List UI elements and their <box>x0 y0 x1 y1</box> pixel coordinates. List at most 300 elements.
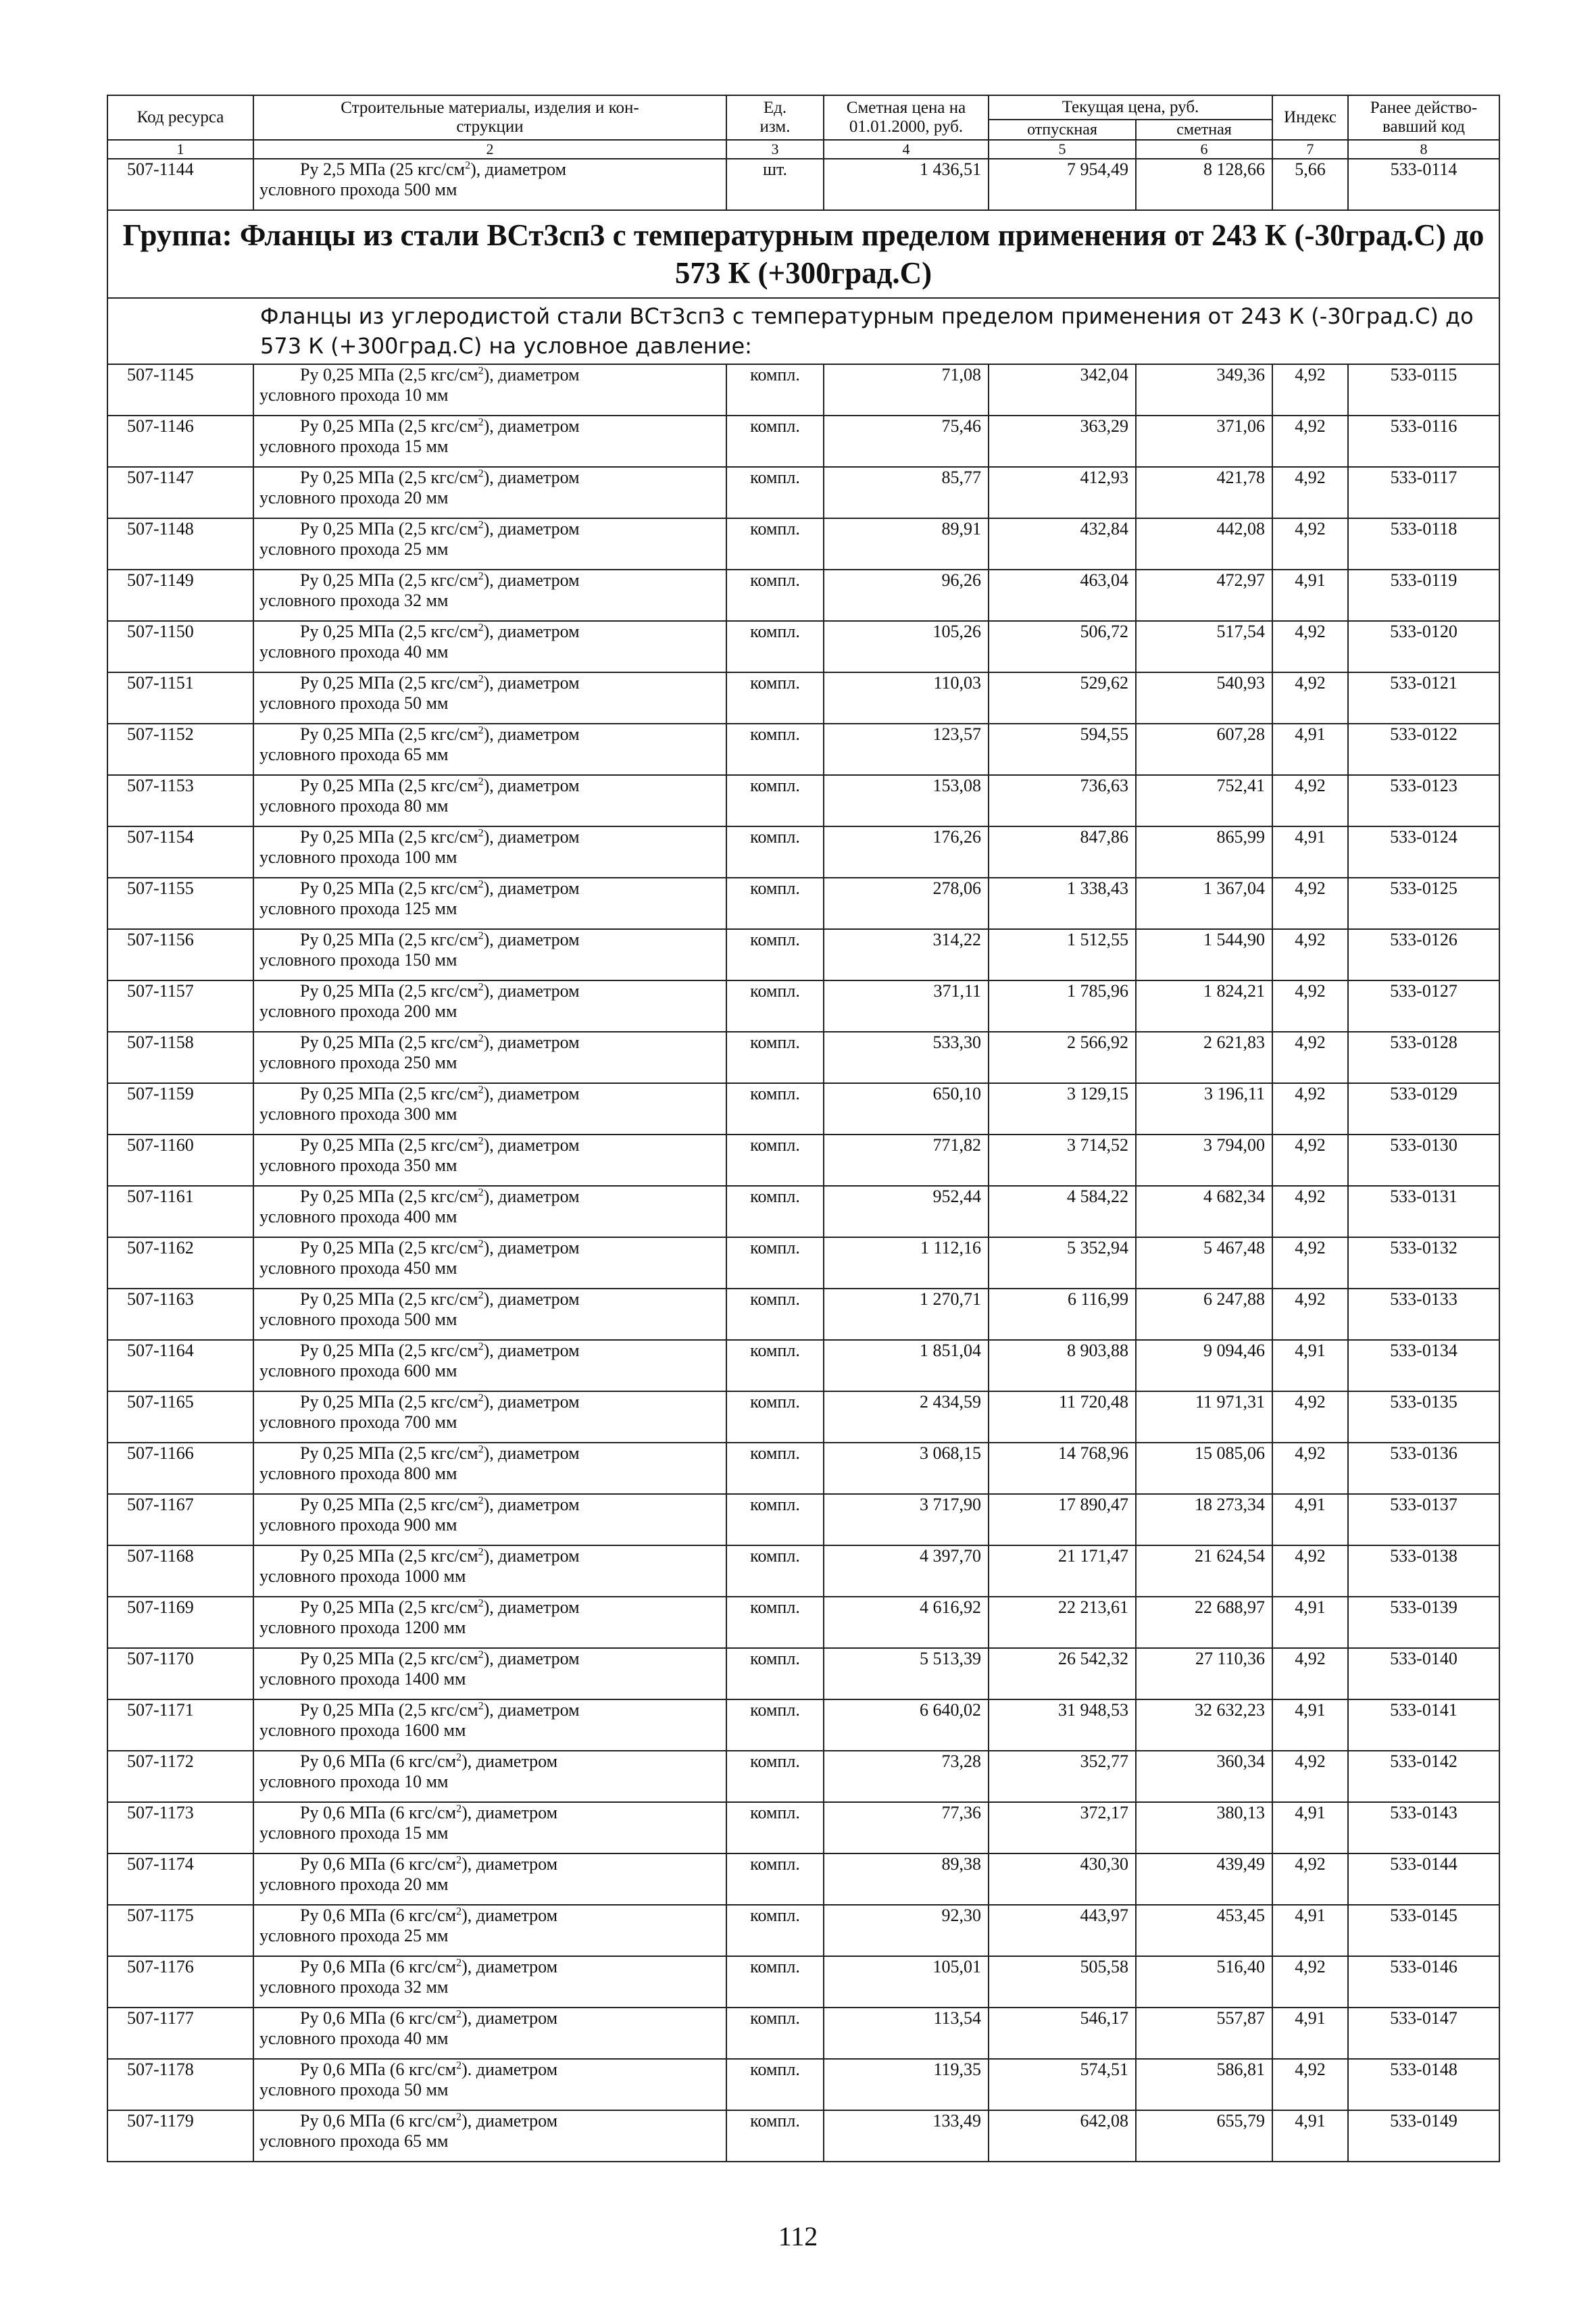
base-price: 2 434,59 <box>824 1391 989 1443</box>
base-price: 71,08 <box>824 364 989 416</box>
previous-code: 533-0139 <box>1348 1597 1499 1648</box>
resource-code: 507-1155 <box>107 878 253 929</box>
base-price: 92,30 <box>824 1905 989 1956</box>
previous-code: 533-0146 <box>1348 1956 1499 2008</box>
base-price: 153,08 <box>824 775 989 826</box>
unit: компл. <box>726 416 824 467</box>
material-name: Ру 0,25 МПа (2,5 кгс/$см^2$), диаметром условного прохода 1600 мм <box>253 1699 726 1751</box>
previous-code: 533-0144 <box>1348 1853 1499 1905</box>
price-index: 4,92 <box>1272 775 1348 826</box>
material-name: Ру 0,6 МПа (6 кгс/$см^2$), диаметром условного прохода 20 мм <box>253 1853 726 1905</box>
price-index: 4,91 <box>1272 2110 1348 2162</box>
previous-code: 533-0131 <box>1348 1186 1499 1237</box>
price-index: 4,92 <box>1272 1853 1348 1905</box>
unit: компл. <box>726 518 824 570</box>
base-price: 85,77 <box>824 467 989 518</box>
table-row <box>107 1751 1499 1802</box>
base-price: 110,03 <box>824 672 989 724</box>
material-name: Ру 0,25 МПа (2,5 кгс/$см^2$), диаметром условного прохода 800 мм <box>253 1443 726 1494</box>
material-name: Ру 0,25 МПа (2,5 кгс/$см^2$), диаметром условного прохода 80 мм <box>253 775 726 826</box>
header-estimate-price: Сметная цена на 01.01.2000, руб. <box>824 95 989 140</box>
release-price: 546,17 <box>989 2008 1136 2059</box>
material-name: Ру 0,25 МПа (2,5 кгс/$см^2$), диаметром условного прохода 1200 мм <box>253 1597 726 1648</box>
material-name: Ру 0,25 МПа (2,5 кгс/$см^2$), диаметром условного прохода 25 мм <box>253 518 726 570</box>
table-row <box>107 980 1499 1032</box>
resource-code: 507-1164 <box>107 1340 253 1391</box>
previous-code: 533-0125 <box>1348 878 1499 929</box>
resource-code: 507-1151 <box>107 672 253 724</box>
table-row <box>107 1853 1499 1905</box>
unit: компл. <box>726 1699 824 1751</box>
price-index: 4,92 <box>1272 1956 1348 2008</box>
table-row <box>107 1905 1499 1956</box>
previous-code: 533-0115 <box>1348 364 1499 416</box>
column-number: 2 <box>253 140 726 159</box>
price-index: 4,92 <box>1272 1391 1348 1443</box>
header-current-price: Текущая цена, руб. <box>989 95 1272 120</box>
resource-code: 507-1172 <box>107 1751 253 1802</box>
base-price: 75,46 <box>824 416 989 467</box>
unit: компл. <box>726 2059 824 2110</box>
resource-code: 507-1165 <box>107 1391 253 1443</box>
base-price: 73,28 <box>824 1751 989 1802</box>
previous-code: 533-0117 <box>1348 467 1499 518</box>
previous-code: 533-0142 <box>1348 1751 1499 1802</box>
resource-code: 507-1173 <box>107 1802 253 1853</box>
previous-code: 533-0132 <box>1348 1237 1499 1289</box>
table-row <box>107 1956 1499 2008</box>
subgroup-row <box>107 298 1499 364</box>
previous-code: 533-0122 <box>1348 724 1499 775</box>
release-price: 7 954,49 <box>989 159 1136 210</box>
estimate-price: 21 624,54 <box>1136 1545 1272 1597</box>
base-price: 123,57 <box>824 724 989 775</box>
unit: компл. <box>726 1083 824 1135</box>
column-number: 8 <box>1348 140 1499 159</box>
material-name: Ру 0,25 МПа (2,5 кгс/$см^2$), диаметром условного прохода 1000 мм <box>253 1545 726 1597</box>
resource-code: 507-1159 <box>107 1083 253 1135</box>
material-name: Ру 0,25 МПа (2,5 кгс/$см^2$), диаметром условного прохода 300 мм <box>253 1083 726 1135</box>
price-index: 4,91 <box>1272 2008 1348 2059</box>
unit: компл. <box>726 929 824 980</box>
unit: компл. <box>726 364 824 416</box>
material-name: Ру 0,25 МПа (2,5 кгс/$см^2$), диаметром условного прохода 100 мм <box>253 826 726 878</box>
material-name: Ру 0,25 МПа (2,5 кгс/$см^2$), диаметром условного прохода 20 мм <box>253 467 726 518</box>
release-price: 14 768,96 <box>989 1443 1136 1494</box>
resource-code: 507-1160 <box>107 1135 253 1186</box>
previous-code: 533-0126 <box>1348 929 1499 980</box>
resource-code: 507-1177 <box>107 2008 253 2059</box>
header-code: Код ресурса <box>107 95 253 140</box>
estimate-price: 1 544,90 <box>1136 929 1272 980</box>
material-name: Ру 0,25 МПа (2,5 кгс/$см^2$), диаметром условного прохода 40 мм <box>253 621 726 672</box>
unit: компл. <box>726 1545 824 1597</box>
previous-code: 533-0129 <box>1348 1083 1499 1135</box>
table-row <box>107 1443 1499 1494</box>
price-index: 4,92 <box>1272 672 1348 724</box>
table-row <box>107 416 1499 467</box>
resource-code: 507-1175 <box>107 1905 253 1956</box>
resource-code: 507-1170 <box>107 1648 253 1699</box>
material-name: Ру 0,6 МПа (6 кгс/$см^2$), диаметром условного прохода 10 мм <box>253 1751 726 1802</box>
header-estimate-current: сметная <box>1136 120 1272 140</box>
estimate-price: 1 824,21 <box>1136 980 1272 1032</box>
material-name: Ру 0,25 МПа (2,5 кгс/$см^2$), диаметром условного прохода 500 мм <box>253 1289 726 1340</box>
subgroup-title: Фланцы из углеродистой стали ВСт3сп3 с температурным пределом применения от 243 К (-30град.С) до 573 К (+300град.С) на условное давление: <box>107 298 1499 364</box>
previous-code: 533-0133 <box>1348 1289 1499 1340</box>
price-index: 4,92 <box>1272 1032 1348 1083</box>
resource-code: 507-1166 <box>107 1443 253 1494</box>
column-number: 7 <box>1272 140 1348 159</box>
previous-code: 533-0116 <box>1348 416 1499 467</box>
estimate-price: 540,93 <box>1136 672 1272 724</box>
resource-code: 507-1148 <box>107 518 253 570</box>
unit: компл. <box>726 570 824 621</box>
material-name: Ру 0,25 МПа (2,5 кгс/$см^2$), диаметром условного прохода 65 мм <box>253 724 726 775</box>
price-index: 4,92 <box>1272 364 1348 416</box>
table-row <box>107 1340 1499 1391</box>
estimate-price: 4 682,34 <box>1136 1186 1272 1237</box>
page-number: 112 <box>778 2221 818 2251</box>
resource-code: 507-1144 <box>107 159 253 210</box>
estimate-price: 421,78 <box>1136 467 1272 518</box>
unit: компл. <box>726 1032 824 1083</box>
previous-code: 533-0128 <box>1348 1032 1499 1083</box>
estimate-price: 22 688,97 <box>1136 1597 1272 1648</box>
material-name: Ру 0,25 МПа (2,5 кгс/$см^2$), диаметром условного прохода 150 мм <box>253 929 726 980</box>
material-name: Ру 2,5 МПа (25 кгс/$см^2$), диаметром условного прохода 500 мм <box>253 159 726 210</box>
base-price: 6 640,02 <box>824 1699 989 1751</box>
unit: компл. <box>726 775 824 826</box>
unit: компл. <box>726 1391 824 1443</box>
release-price: 443,97 <box>989 1905 1136 1956</box>
release-price: 363,29 <box>989 416 1136 467</box>
estimate-price: 472,97 <box>1136 570 1272 621</box>
group-row <box>107 210 1499 298</box>
base-price: 133,49 <box>824 2110 989 2162</box>
estimate-price: 349,36 <box>1136 364 1272 416</box>
base-price: 278,06 <box>824 878 989 929</box>
resource-code: 507-1168 <box>107 1545 253 1597</box>
estimate-price: 655,79 <box>1136 2110 1272 2162</box>
column-number: 4 <box>824 140 989 159</box>
column-number: 6 <box>1136 140 1272 159</box>
table-row <box>107 878 1499 929</box>
resource-code: 507-1149 <box>107 570 253 621</box>
previous-code: 533-0120 <box>1348 621 1499 672</box>
material-name: Ру 0,6 МПа (6 кгс/$см^2$), диаметром условного прохода 65 мм <box>253 2110 726 2162</box>
base-price: 4 616,92 <box>824 1597 989 1648</box>
release-price: 372,17 <box>989 1802 1136 1853</box>
price-index: 4,92 <box>1272 1135 1348 1186</box>
base-price: 77,36 <box>824 1802 989 1853</box>
table-row <box>107 1032 1499 1083</box>
base-price: 3 068,15 <box>824 1443 989 1494</box>
unit: компл. <box>726 1648 824 1699</box>
release-price: 26 542,32 <box>989 1648 1136 1699</box>
release-price: 505,58 <box>989 1956 1136 2008</box>
estimate-price: 516,40 <box>1136 1956 1272 2008</box>
material-name: Ру 0,25 МПа (2,5 кгс/$см^2$), диаметром условного прохода 350 мм <box>253 1135 726 1186</box>
estimate-price: 27 110,36 <box>1136 1648 1272 1699</box>
header-release-price: отпускная <box>989 120 1136 140</box>
estimate-price: 8 128,66 <box>1136 159 1272 210</box>
resource-code: 507-1156 <box>107 929 253 980</box>
resource-code: 507-1158 <box>107 1032 253 1083</box>
estimate-price: 557,87 <box>1136 2008 1272 2059</box>
unit: компл. <box>726 1443 824 1494</box>
price-index: 4,92 <box>1272 1186 1348 1237</box>
table-row <box>107 467 1499 518</box>
base-price: 89,91 <box>824 518 989 570</box>
resource-code: 507-1145 <box>107 364 253 416</box>
material-name: Ру 0,6 МПа (6 кгс/$см^2$). диаметром условного прохода 50 мм <box>253 2059 726 2110</box>
base-price: 1 436,51 <box>824 159 989 210</box>
base-price: 3 717,90 <box>824 1494 989 1545</box>
unit: компл. <box>726 1597 824 1648</box>
table-row <box>107 621 1499 672</box>
release-price: 412,93 <box>989 467 1136 518</box>
release-price: 736,63 <box>989 775 1136 826</box>
estimate-price: 5 467,48 <box>1136 1237 1272 1289</box>
material-name: Ру 0,6 МПа (6 кгс/$см^2$), диаметром условного прохода 32 мм <box>253 1956 726 2008</box>
table-row <box>107 672 1499 724</box>
material-name: Ру 0,6 МПа (6 кгс/$см^2$), диаметром условного прохода 25 мм <box>253 1905 726 1956</box>
base-price: 1 851,04 <box>824 1340 989 1391</box>
previous-code: 533-0140 <box>1348 1648 1499 1699</box>
table-row <box>107 724 1499 775</box>
resource-code: 507-1162 <box>107 1237 253 1289</box>
resource-code: 507-1179 <box>107 2110 253 2162</box>
estimate-price: 2 621,83 <box>1136 1032 1272 1083</box>
resource-code: 507-1169 <box>107 1597 253 1648</box>
price-index: 4,91 <box>1272 1340 1348 1391</box>
price-index: 4,92 <box>1272 929 1348 980</box>
table-row <box>107 1289 1499 1340</box>
unit: компл. <box>726 1237 824 1289</box>
material-name: Ру 0,25 МПа (2,5 кгс/$см^2$), диаметром условного прохода 50 мм <box>253 672 726 724</box>
unit: компл. <box>726 878 824 929</box>
previous-code: 533-0119 <box>1348 570 1499 621</box>
price-index: 4,92 <box>1272 416 1348 467</box>
base-price: 105,01 <box>824 1956 989 2008</box>
unit: компл. <box>726 980 824 1032</box>
release-price: 31 948,53 <box>989 1699 1136 1751</box>
base-price: 113,54 <box>824 2008 989 2059</box>
previous-code: 533-0118 <box>1348 518 1499 570</box>
price-index: 4,91 <box>1272 1597 1348 1648</box>
base-price: 533,30 <box>824 1032 989 1083</box>
estimate-price: 607,28 <box>1136 724 1272 775</box>
release-price: 1 785,96 <box>989 980 1136 1032</box>
unit: компл. <box>726 724 824 775</box>
base-price: 371,11 <box>824 980 989 1032</box>
resource-code: 507-1146 <box>107 416 253 467</box>
base-price: 89,38 <box>824 1853 989 1905</box>
column-number-row <box>107 140 1499 159</box>
release-price: 506,72 <box>989 621 1136 672</box>
base-price: 1 112,16 <box>824 1237 989 1289</box>
material-name: Ру 0,25 МПа (2,5 кгс/$см^2$), диаметром условного прохода 900 мм <box>253 1494 726 1545</box>
table-row <box>107 2059 1499 2110</box>
base-price: 176,26 <box>824 826 989 878</box>
estimate-price: 11 971,31 <box>1136 1391 1272 1443</box>
material-name: Ру 0,25 МПа (2,5 кгс/$см^2$), диаметром условного прохода 450 мм <box>253 1237 726 1289</box>
material-name: Ру 0,25 МПа (2,5 кгс/$см^2$), диаметром условного прохода 32 мм <box>253 570 726 621</box>
price-table <box>107 95 1500 2162</box>
price-index: 4,92 <box>1272 878 1348 929</box>
previous-code: 533-0114 <box>1348 159 1499 210</box>
material-name: Ру 0,25 МПа (2,5 кгс/$см^2$), диаметром условного прохода 200 мм <box>253 980 726 1032</box>
unit: компл. <box>726 1494 824 1545</box>
release-price: 574,51 <box>989 2059 1136 2110</box>
material-name: Ру 0,25 МПа (2,5 кгс/$см^2$), диаметром условного прохода 10 мм <box>253 364 726 416</box>
resource-code: 507-1171 <box>107 1699 253 1751</box>
price-index: 4,92 <box>1272 1289 1348 1340</box>
resource-code: 507-1167 <box>107 1494 253 1545</box>
resource-code: 507-1176 <box>107 1956 253 2008</box>
previous-code: 533-0147 <box>1348 2008 1499 2059</box>
base-price: 5 513,39 <box>824 1648 989 1699</box>
unit: компл. <box>726 1905 824 1956</box>
material-name: Ру 0,25 МПа (2,5 кгс/$см^2$), диаметром условного прохода 125 мм <box>253 878 726 929</box>
estimate-price: 1 367,04 <box>1136 878 1272 929</box>
release-price: 432,84 <box>989 518 1136 570</box>
previous-code: 533-0138 <box>1348 1545 1499 1597</box>
table-row <box>107 1699 1499 1751</box>
release-price: 17 890,47 <box>989 1494 1136 1545</box>
previous-code: 533-0130 <box>1348 1135 1499 1186</box>
price-index: 4,91 <box>1272 1905 1348 1956</box>
previous-code: 533-0148 <box>1348 2059 1499 2110</box>
previous-code: 533-0145 <box>1348 1905 1499 1956</box>
unit: компл. <box>726 672 824 724</box>
header-previous-code: Ранее действо- вавший код <box>1348 95 1499 140</box>
material-name: Ру 0,6 МПа (6 кгс/$см^2$), диаметром условного прохода 15 мм <box>253 1802 726 1853</box>
price-index: 4,92 <box>1272 467 1348 518</box>
material-name: Ру 0,25 МПа (2,5 кгс/$см^2$), диаметром условного прохода 400 мм <box>253 1186 726 1237</box>
release-price: 3 714,52 <box>989 1135 1136 1186</box>
table-row <box>107 1391 1499 1443</box>
column-number: 3 <box>726 140 824 159</box>
estimate-price: 586,81 <box>1136 2059 1272 2110</box>
header-unit: Ед. изм. <box>726 95 824 140</box>
release-price: 22 213,61 <box>989 1597 1136 1648</box>
header-materials: Строительные материалы, изделия и кон- струкции <box>253 95 726 140</box>
previous-code: 533-0135 <box>1348 1391 1499 1443</box>
table-row <box>107 364 1499 416</box>
table-row <box>107 929 1499 980</box>
table-row <box>107 1802 1499 1853</box>
estimate-price: 380,13 <box>1136 1802 1272 1853</box>
resource-code: 507-1163 <box>107 1289 253 1340</box>
release-price: 6 116,99 <box>989 1289 1136 1340</box>
base-price: 105,26 <box>824 621 989 672</box>
base-price: 952,44 <box>824 1186 989 1237</box>
release-price: 2 566,92 <box>989 1032 1136 1083</box>
base-price: 650,10 <box>824 1083 989 1135</box>
price-index: 5,66 <box>1272 159 1348 210</box>
release-price: 430,30 <box>989 1853 1136 1905</box>
table-row <box>107 1545 1499 1597</box>
estimate-price: 517,54 <box>1136 621 1272 672</box>
price-index: 4,91 <box>1272 1699 1348 1751</box>
previous-code: 533-0134 <box>1348 1340 1499 1391</box>
material-name: Ру 0,25 МПа (2,5 кгс/$см^2$), диаметром условного прохода 700 мм <box>253 1391 726 1443</box>
estimate-price: 3 196,11 <box>1136 1083 1272 1135</box>
unit: компл. <box>726 1853 824 1905</box>
resource-code: 507-1161 <box>107 1186 253 1237</box>
release-price: 463,04 <box>989 570 1136 621</box>
table-row <box>107 2110 1499 2162</box>
table-row <box>107 1083 1499 1135</box>
previous-code: 533-0137 <box>1348 1494 1499 1545</box>
group-title: Группа: Фланцы из стали ВСт3сп3 с температурным пределом применения от 243 К (-30град.С) до 573 К (+300град.С) <box>107 210 1499 298</box>
unit: компл. <box>726 1186 824 1237</box>
price-index: 4,92 <box>1272 1083 1348 1135</box>
table-header-row <box>107 95 1499 120</box>
release-price: 1 338,43 <box>989 878 1136 929</box>
table-row <box>107 2008 1499 2059</box>
price-index: 4,92 <box>1272 1648 1348 1699</box>
release-price: 11 720,48 <box>989 1391 1136 1443</box>
resource-code: 507-1174 <box>107 1853 253 1905</box>
unit: компл. <box>726 826 824 878</box>
price-index: 4,91 <box>1272 1802 1348 1853</box>
material-name: Ру 0,6 МПа (6 кгс/$см^2$), диаметром условного прохода 40 мм <box>253 2008 726 2059</box>
resource-code: 507-1153 <box>107 775 253 826</box>
previous-code: 533-0141 <box>1348 1699 1499 1751</box>
header-index: Индекс <box>1272 95 1348 140</box>
estimate-price: 442,08 <box>1136 518 1272 570</box>
price-index: 4,92 <box>1272 1443 1348 1494</box>
base-price: 96,26 <box>824 570 989 621</box>
price-index: 4,92 <box>1272 2059 1348 2110</box>
unit: компл. <box>726 2110 824 2162</box>
resource-code: 507-1157 <box>107 980 253 1032</box>
base-price: 4 397,70 <box>824 1545 989 1597</box>
previous-code: 533-0123 <box>1348 775 1499 826</box>
release-price: 4 584,22 <box>989 1186 1136 1237</box>
column-number: 5 <box>989 140 1136 159</box>
unit: шт. <box>726 159 824 210</box>
resource-code: 507-1152 <box>107 724 253 775</box>
table-row <box>107 570 1499 621</box>
table-row <box>107 1237 1499 1289</box>
table-row <box>107 1494 1499 1545</box>
estimate-price: 15 085,06 <box>1136 1443 1272 1494</box>
release-price: 352,77 <box>989 1751 1136 1802</box>
release-price: 21 171,47 <box>989 1545 1136 1597</box>
base-price: 119,35 <box>824 2059 989 2110</box>
release-price: 847,86 <box>989 826 1136 878</box>
release-price: 642,08 <box>989 2110 1136 2162</box>
material-name: Ру 0,25 МПа (2,5 кгс/$см^2$), диаметром условного прохода 250 мм <box>253 1032 726 1083</box>
unit: компл. <box>726 1135 824 1186</box>
estimate-price: 360,34 <box>1136 1751 1272 1802</box>
price-index: 4,91 <box>1272 570 1348 621</box>
material-name: Ру 0,25 МПа (2,5 кгс/$см^2$), диаметром условного прохода 1400 мм <box>253 1648 726 1699</box>
release-price: 5 352,94 <box>989 1237 1136 1289</box>
estimate-price: 3 794,00 <box>1136 1135 1272 1186</box>
price-index: 4,92 <box>1272 980 1348 1032</box>
price-index: 4,92 <box>1272 1751 1348 1802</box>
material-name: Ру 0,25 МПа (2,5 кгс/$см^2$), диаметром условного прохода 15 мм <box>253 416 726 467</box>
price-index: 4,92 <box>1272 621 1348 672</box>
unit: компл. <box>726 467 824 518</box>
table-row <box>107 826 1499 878</box>
table-row <box>107 1135 1499 1186</box>
